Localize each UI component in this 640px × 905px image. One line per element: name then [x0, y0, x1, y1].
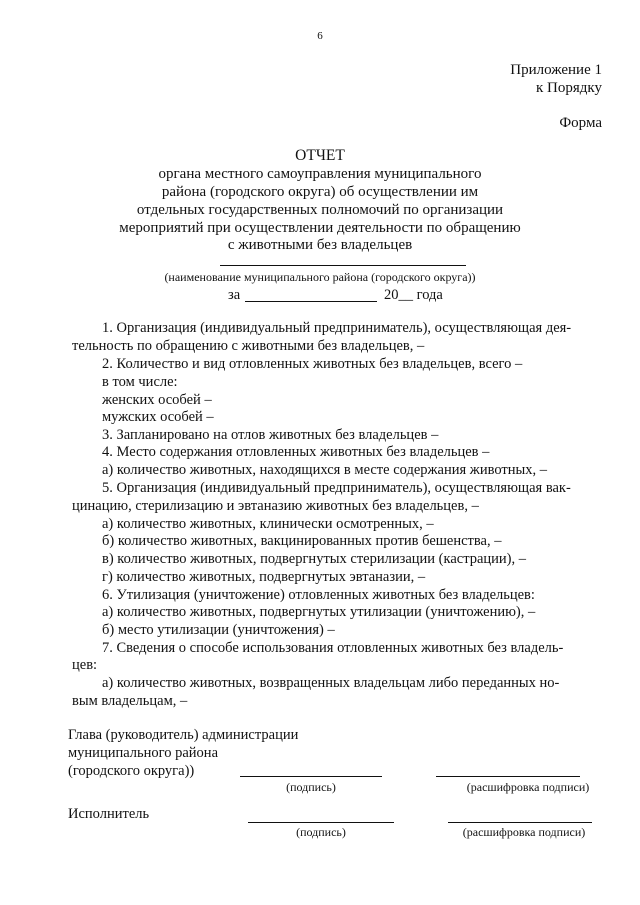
report-item: в том числе: — [102, 374, 178, 390]
head-decoding-caption: (расшифровка подписи) — [466, 780, 590, 794]
report-item: цев: — [72, 657, 98, 673]
report-item: 3. Запланировано на отлов животных без владельцев – — [102, 427, 439, 443]
head-signature-caption: (подпись) — [286, 780, 336, 794]
appendix-reference: к Порядку — [536, 80, 602, 96]
report-item: 1. Организация (индивидуальный предприниматель), осуществляющая дея- — [102, 320, 572, 336]
report-heading: ОТЧЕТ — [295, 147, 345, 164]
report-item: в) количество животных, подвергнутых стерилизации (кастрации), – — [102, 551, 527, 567]
report-item: 4. Место содержания отловленных животных без владельцев – — [102, 444, 490, 460]
report-item: а) количество животных, подвергнутых утилизации (уничтожению), – — [102, 604, 536, 620]
title-line: с животными без владельцев — [227, 237, 413, 253]
report-item: а) количество животных, клинически осмотренных, – — [102, 516, 434, 532]
executor-signature-line — [248, 822, 394, 823]
report-item: цинацию, стерилизацию и эвтаназию животных без владельцев, – — [72, 498, 479, 514]
period-line — [245, 301, 377, 302]
executor-decoding-caption: (расшифровка подписи) — [462, 825, 586, 839]
report-item: 6. Утилизация (уничтожение) отловленных животных без владельцев: — [102, 587, 535, 603]
head-decoding-line — [436, 776, 580, 777]
report-item: мужских особей – — [102, 409, 214, 425]
appendix-label: Приложение 1 — [510, 62, 602, 78]
report-item: г) количество животных, подвергнутых эвтаназии, – — [102, 569, 426, 585]
municipality-name-caption: (наименование муниципального района (городского округа)) — [164, 270, 476, 284]
title-line: отдельных государственных полномочий по организации — [136, 202, 504, 218]
title-line: мероприятий при осуществлении деятельности по обращению — [119, 220, 521, 236]
report-item: тельность по обращению с животными без владельцев, – — [72, 338, 425, 354]
head-title-line: (городского округа)) — [68, 763, 195, 779]
municipality-name-line — [220, 265, 466, 266]
report-item: б) место утилизации (уничтожения) – — [102, 622, 335, 638]
report-item: а) количество животных, находящихся в месте содержания животных, – — [102, 462, 547, 478]
report-item: вым владельцам, – — [72, 693, 188, 709]
report-item: 2. Количество и вид отловленных животных без владельцев, всего – — [102, 356, 523, 372]
title-line: района (городского округа) об осуществлении им — [161, 184, 479, 200]
period-prefix: за — [228, 287, 241, 303]
report-item: женских особей – — [102, 392, 212, 408]
period-year: 20__ года — [384, 287, 443, 303]
page-number: 6 — [317, 30, 323, 42]
head-signature-line — [240, 776, 382, 777]
report-item: 7. Сведения о способе использования отловленных животных без владель- — [102, 640, 564, 656]
title-line: органа местного самоуправления муниципального — [158, 166, 482, 182]
report-item: а) количество животных, возвращенных владельцам либо переданных но- — [102, 675, 560, 691]
executor-decoding-line — [448, 822, 592, 823]
head-title-line: Глава (руководитель) администрации — [68, 727, 299, 743]
report-item: б) количество животных, вакцинированных против бешенства, – — [102, 533, 502, 549]
form-label: Форма — [559, 115, 602, 131]
executor-label: Исполнитель — [68, 806, 150, 822]
report-item: 5. Организация (индивидуальный предприниматель), осуществляющая вак- — [102, 480, 571, 496]
head-title-line: муниципального района — [68, 745, 218, 761]
executor-signature-caption: (подпись) — [296, 825, 346, 839]
